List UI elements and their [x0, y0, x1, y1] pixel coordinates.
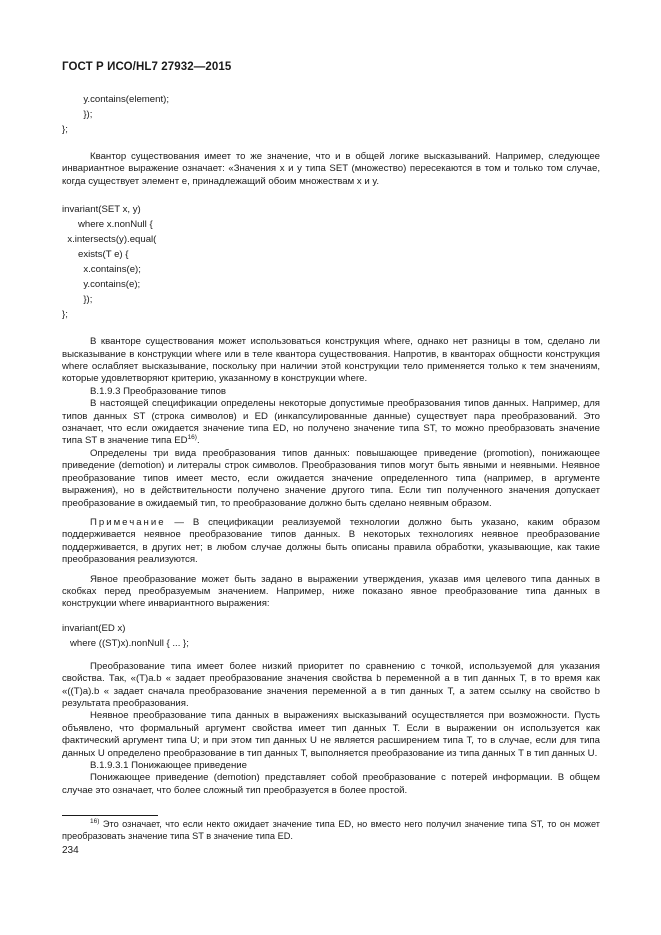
paragraph: В настоящей спецификации определены некоторые допустимые преобразования типов данных. Например, для типов данных ST (строка символов) и ED (инкапсулированные данные) существует пара преобразований. Это означает, что если ожидается значение типа ED, но получено значение типа ST, то можно преобразовать значение типа ST в значение типа ED$^{16)}$. [62, 398, 600, 447]
section-heading: В.1.9.3.1 Понижающее приведение [90, 760, 247, 771]
section-heading: В.1.9.3 Преобразование типов [90, 385, 227, 397]
page-content [62, 92, 600, 797]
footnote-ref: 16) [187, 434, 197, 442]
code-line: y.contains(element); [62, 94, 169, 105]
code-line: }; [62, 309, 68, 321]
code-line: where ((ST)x).nonNull { ... }; [62, 637, 189, 649]
paragraph: Явное преобразование может быть задано в выражении утверждения, указав имя целевого типа данных в скобках перед преобразуемым значением. Например, ниже показано явное преобразование типа данных в конструкции where инвариантного выражения: [62, 573, 600, 610]
code-line: exists(T e) { [62, 249, 129, 261]
note-label: Примечание [90, 516, 166, 528]
code-block-3 [62, 621, 600, 651]
code-line: }; [62, 124, 68, 135]
paragraph: В кванторе существования может использоваться конструкция where, однако нет разницы в том, сделано ли высказывание в конструкции where или в теле квантора существования. Напротив, в кванторах общности конструкция where ослабляет высказывание, поскольку при наличии этой конструкции тело применяется только к тем значениям, которые удовлетворяют критерию, указанному в конструкции where. [62, 336, 600, 385]
code-line: x.intersects(y).equal( [62, 234, 157, 246]
document-header: ГОСТ Р ИСО/HL7 27932—2015 [62, 61, 232, 73]
paragraph: Квантор существования имеет то же значение, что и в общей логике высказываний. Например, следующее инвариантное выражение означает: «Значения x и y типа SET (множество) пересекаются в том и только том случае, когда существует элемент e, принадлежащий обоим множествам x и y. [62, 151, 600, 187]
code-line: y.contains(e); [62, 279, 141, 291]
code-block-1 [62, 92, 600, 137]
footnote: $^{16)}$ Это означает, что если некто ожидает значение типа ED, но вместо него получил значение типа ST, то он может преобразовать значение типа ST в значение типа ED. [62, 818, 600, 841]
code-line: where x.nonNull { [62, 219, 153, 231]
paragraph: Определены три вида преобразования типов данных: повышающее приведение (promotion), понижающее приведение (demotion) и литералы строк символов. Преобразования типов могут быть явными и неявными. Неявное преобразование типов имеет место, если ожидается значение определенного типа (например, в аргументе выражения), но в действительности получено значение другого типа. Если тип полученного значения допускает преобразование в ожидаемый тип, то преобразование должно быть сделано неявным образом. [62, 447, 600, 509]
code-line: invariant(ED x) [62, 622, 126, 634]
paragraph: Понижающее приведение (demotion) представляет собой преобразование с потерей информации. В общем случае это означает, что более сложный тип преобразуется в более простой. [62, 772, 600, 796]
code-line: }); [62, 294, 93, 306]
code-line: x.contains(e); [62, 264, 141, 276]
code-line: }); [62, 109, 93, 120]
footnote-separator [62, 815, 158, 816]
code-line: invariant(SET x, y) [62, 204, 141, 216]
paragraph: Преобразование типа имеет более низкий приоритет по сравнению с точкой, используемой для указания свойства. Так, «(T)a.b « задает преобразование значения свойства b переменной a в тип данных T, в то время как «((T)a).b « задает сначала преобразование значения переменной a в тип данных T, а затем ссылку на свойство b результата преобразования. [62, 660, 600, 709]
paragraph: Неявное преобразование типа данных в выражениях высказываний осуществляется при возможности. Пусть объявлено, что формальный аргумент свойства имеет тип данных T. Если в выражении он используется как фактический аргумент типа U; и при этом тип данных U не является расширением типа T, то в случае, если для типа данных U определено преобразование в тип данных T, выполняется преобразование из типа данных T в тип данных U. [62, 710, 600, 759]
page-number: 234 [62, 845, 79, 856]
code-block-2 [62, 202, 600, 322]
footnote-mark: 16) [90, 818, 100, 825]
note-paragraph: Примечание — В спецификации реализуемой технологии должно быть указано, каким образом поддерживается неявное преобразование типов данных. В некоторых технологиях неявное преобразование поддерживается, в других нет; в любом случае должны быть описаны правила обработки, указывающие, как такие преобразования реализуются. [62, 516, 600, 566]
